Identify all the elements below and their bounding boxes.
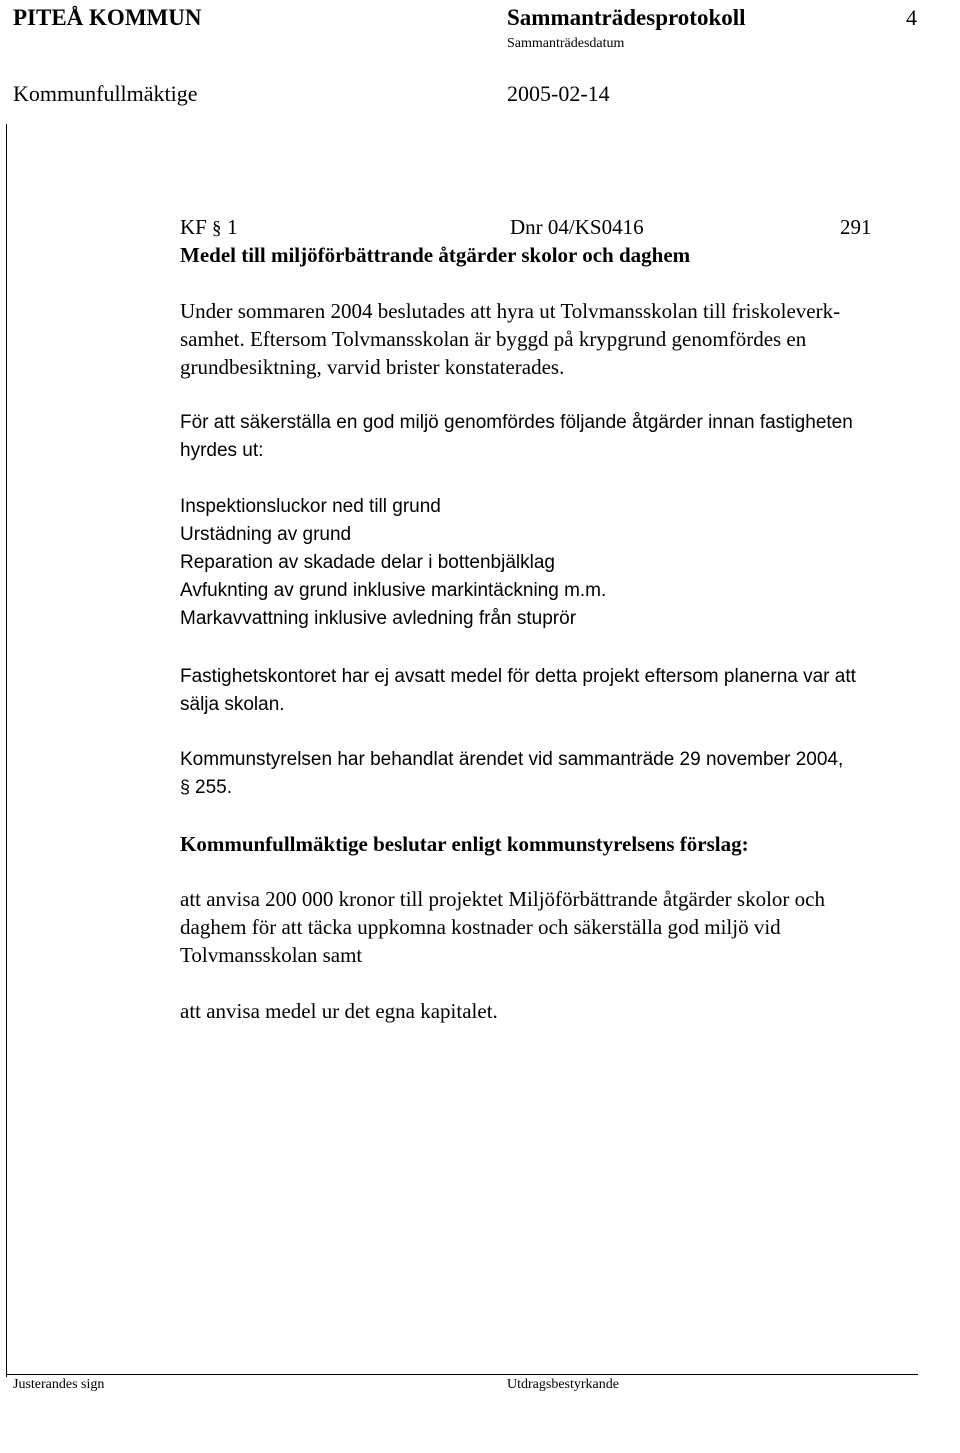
section-number: 1 xyxy=(227,215,238,239)
list-item: Avfuknting av grund inklusive markintäckning m.m. xyxy=(180,580,607,601)
list-item: Inspektionsluckor ned till grund xyxy=(180,496,441,517)
svg-text:§: § xyxy=(212,219,222,237)
left-margin-rule xyxy=(6,124,7,1377)
section-prefix: KF xyxy=(180,215,207,239)
list-item: Urstädning av grund xyxy=(180,524,352,545)
paragraph-board-decision: Kommunstyrelsen har behandlat ärendet vid sammanträde 29 november 2004, § 255. xyxy=(180,749,844,798)
archive-code: 291 xyxy=(840,215,872,239)
page-number: 4 xyxy=(906,5,917,30)
section-sign-icon xyxy=(212,219,223,237)
item-title: Medel till miljöförbättrande åtgärder skolor och daghem xyxy=(180,243,691,267)
date-label: Sammanträdesdatum xyxy=(507,36,625,51)
decision-clause-1: att anvisa 200 000 kronor till projektet Miljöförbättrande åtgärder skolor och daghem för att täcka uppkomna kostnader och säkerställa god miljö vid Tolvmansskolan samt xyxy=(180,887,825,967)
decision-heading: Kommunfullmäktige beslutar enligt kommunstyrelsens förslag: xyxy=(180,832,749,856)
paragraph-measures-intro: För att säkerställa en god miljö genomfördes följande åtgärder innan fastigheten hyrdes ut: xyxy=(180,412,853,461)
meeting-date: 2005-02-14 xyxy=(507,81,610,106)
section-sign-icon xyxy=(180,778,191,796)
decision-clause-2: att anvisa medel ur det egna kapitalet. xyxy=(180,999,498,1023)
assembly-name: Kommunfullmäktige xyxy=(13,81,198,106)
list-item: Markavvattning inklusive avledning från stuprör xyxy=(180,608,577,629)
paragraph-background: Under sommaren 2004 beslutades att hyra ut Tolvmansskolan till friskoleverk- samhet. Eftersom Tolvmansskolan är byggd på krypgrund genomfördes en grundbesiktning, varvid brister konstaterades. xyxy=(180,299,841,379)
footer-rule xyxy=(6,1374,918,1375)
paragraph-funding: Fastighetskontoret har ej avsatt medel för detta projekt eftersom planerna var att sälja skolan. xyxy=(180,666,856,715)
document-type: Sammanträdesprotokoll xyxy=(507,5,746,30)
section-ref xyxy=(180,213,238,241)
measures-list xyxy=(180,493,606,633)
footer-justification-sign: Justerandes sign xyxy=(13,1377,105,1392)
diary-number: Dnr 04/KS0416 xyxy=(510,215,644,239)
svg-text:§: § xyxy=(180,778,191,796)
list-item: Reparation av skadade delar i bottenbjälklag xyxy=(180,552,555,573)
municipality-name: PITEÅ KOMMUN xyxy=(13,5,202,30)
footer-extract-certification: Utdragsbestyrkande xyxy=(507,1377,619,1392)
